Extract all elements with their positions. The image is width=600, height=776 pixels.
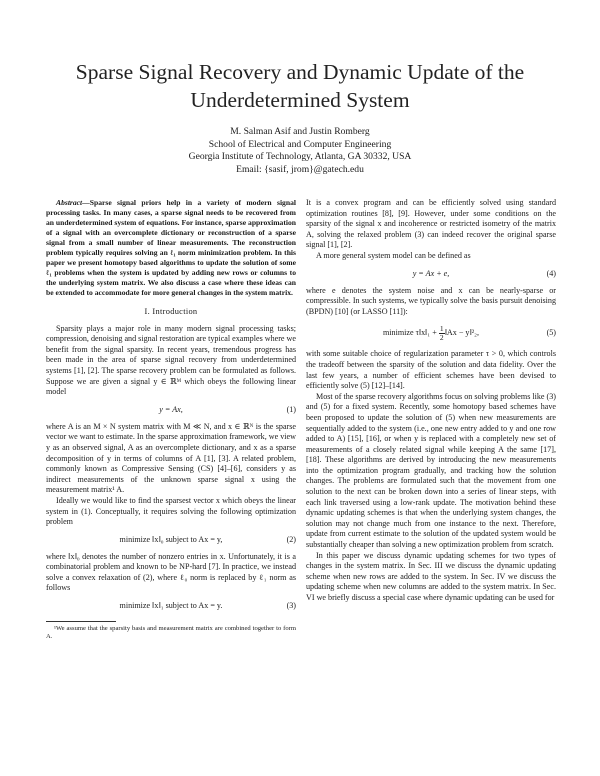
equation-1-body: y = Ax, bbox=[159, 404, 183, 414]
equation-3-body: minimize ‖x‖₁ subject to Ax = y. bbox=[119, 601, 223, 611]
affiliation-school: School of Electrical and Computer Engineering bbox=[208, 138, 392, 150]
right-paragraph-5: Most of the sparse recovery algorithms focus on solving problems like (3) and (5) for a fixed system. Recently, some homotopy based schemes have been proposed to update the solution of (5) when new measurements are sequentially added to the system (i.e., one new entry added to y and one row added to A) [15], [16], or when y is replaced with a completely new set of measurements of a closely related signal while keeping A the same [17], [18]. These algorithms are derived by introducing the new measurements into the optimization program gradually, and tracking how the solution changes. The problems are formulated such that the movement from one solution to the next can be broken down into a series of linear steps, with each link traversed using a low-rank update. The motivation behind these dynamic updating schemes is that when the underlying system changes, the solution may not change much from one instance to the next. Therefore, update from current estimate to the solution of the updated system would be substantially cheaper than solving a new optimization problem from scratch. bbox=[306, 391, 556, 550]
equation-4-number: (4) bbox=[546, 268, 556, 278]
equation-2-number: (2) bbox=[286, 534, 296, 544]
equation-5-body: minimize τ‖x‖₁ + $\frac{1}{2}$ ‖Ax − y‖²₂, bbox=[383, 323, 479, 342]
equation-5 bbox=[306, 322, 556, 344]
equation-3 bbox=[46, 599, 296, 613]
author-block bbox=[60, 126, 540, 176]
equation-4-body: y = Ax + e, bbox=[412, 268, 450, 278]
right-paragraph-3: where e denotes the system noise and x can be nearly-sparse or compressible. In such systems, we typically solve the basis pursuit denoising (BPDN) [10] (or LASSO [11]): bbox=[306, 285, 556, 316]
right-paragraph-2: A more general system model can be defined as bbox=[316, 250, 471, 260]
intro-paragraph-2: where A is an M × N system matrix with M ≪ N, and x ∈ ℝᴺ is the sparse vector we want to estimate. In the sparse approximation framework, we view y as an observed signal, A as an overcomplete dictionary, and x as a sparse decomposition of y in terms of columns of A [1], [3]. A related problem, commonly known as Compressive Sensing (CS) [4]–[6], considers y as indirect measurements of the unknown sparse signal x using the measurement matrix¹ A. bbox=[46, 421, 296, 495]
affiliation-institute: Georgia Institute of Technology, Atlanta, GA 30332, USA bbox=[188, 151, 412, 163]
abstract bbox=[46, 198, 296, 298]
equation-2 bbox=[46, 533, 296, 547]
author-names: M. Salman Asif and Justin Romberg bbox=[230, 126, 370, 137]
footnote: ¹We assume that the sparsity basis and measurement matrix are combined together to form A. bbox=[46, 625, 296, 641]
right-paragraph-1: It is a convex program and can be efficiently solved using standard optimization routines [8], [9]. However, under some conditions on the sparsity of the signal x and incoherence or restricted isometry of the matrix A, solving the relaxed problem (3) can indeed recover the original sparse signal [1], [2]. bbox=[306, 198, 556, 250]
paper-title: Sparse Signal Recovery and Dynamic Update of the Underdetermined System bbox=[75, 60, 525, 112]
equation-5-number: (5) bbox=[546, 328, 556, 338]
right-paragraph-4: with some suitable choice of regularization parameter τ > 0, which controls the tradeoff between the sparsity of the solution and data fidelity. Over the last few years, a number of efficient schemes have been devised to efficiently solve (5) [12]–[14]. bbox=[306, 349, 556, 391]
abstract-label: Abstract bbox=[56, 198, 83, 207]
intro-paragraph-3: Ideally we would like to find the sparsest vector x which obeys the linear system in (1). Conceptually, it requires solving the following optimization problem bbox=[46, 495, 296, 527]
equation-1-number: (1) bbox=[286, 404, 296, 414]
intro-paragraph-4: where ‖x‖₀ denotes the number of nonzero entries in x. Unfortunately, it is a combinatorial problem and known to be NP-hard [7]. In practice, we instead solve a convex relaxation of (2), where ℓ₀ norm is replaced by ℓ₁ norm as follows bbox=[46, 551, 296, 593]
equation-4 bbox=[306, 267, 556, 281]
footnote-rule bbox=[46, 621, 116, 622]
intro-paragraph-1: Sparsity plays a major role in many modern signal processing tasks; compression, denoising and signal restoration are typical examples where we benefit from the signal sparsity. In recent years, tremendous progress has been made in the area of sparse signal recovery from underdetermined systems [1], [2]. The sparse recovery problem can be formulated as follows. Suppose we are given a signal y ∈ ℝᴹ which obeys the following linear model bbox=[46, 323, 296, 397]
right-column bbox=[306, 198, 556, 604]
equation-2-body: minimize ‖x‖₀ subject to Ax = y, bbox=[119, 534, 223, 544]
author-email: Email: {sasif, jrom}@gatech.edu bbox=[236, 163, 364, 175]
left-column bbox=[46, 198, 296, 642]
equation-1 bbox=[46, 403, 296, 417]
abstract-text: —Sparse signal priors help in a variety of modern signal processing tasks. In many cases, a sparse signal needs to be recovered from an underdetermined system of equations. For instance, sparse approximation of a signal with an overcomplete dictionary or reconstruction of a sparse signal from a small number of linear measurements. The reconstruction problem typically requires solving an ℓ₁ norm minimization problem. In this paper we present homotopy based algorithms to update the solution of some ℓ₁ problems when the system is updated by adding new rows or columns to the underlying system matrix. We also discuss a case where these ideas can be extended to accommodate for more general changes in the system matrix. bbox=[46, 198, 296, 297]
section-heading-introduction: I. Introduction bbox=[144, 307, 198, 316]
equation-3-number: (3) bbox=[286, 601, 296, 611]
right-paragraph-6: In this paper we discuss dynamic updating schemes for two types of changes in the system matrix. In Sec. III we discuss the dynamic updating scheme when new rows are added to the system. In Sec. IV we discuss the updating scheme when new columns are added to the system matrix. In Sec. VI we briefly discuss a special case where dynamic updating can be used for bbox=[306, 550, 556, 602]
